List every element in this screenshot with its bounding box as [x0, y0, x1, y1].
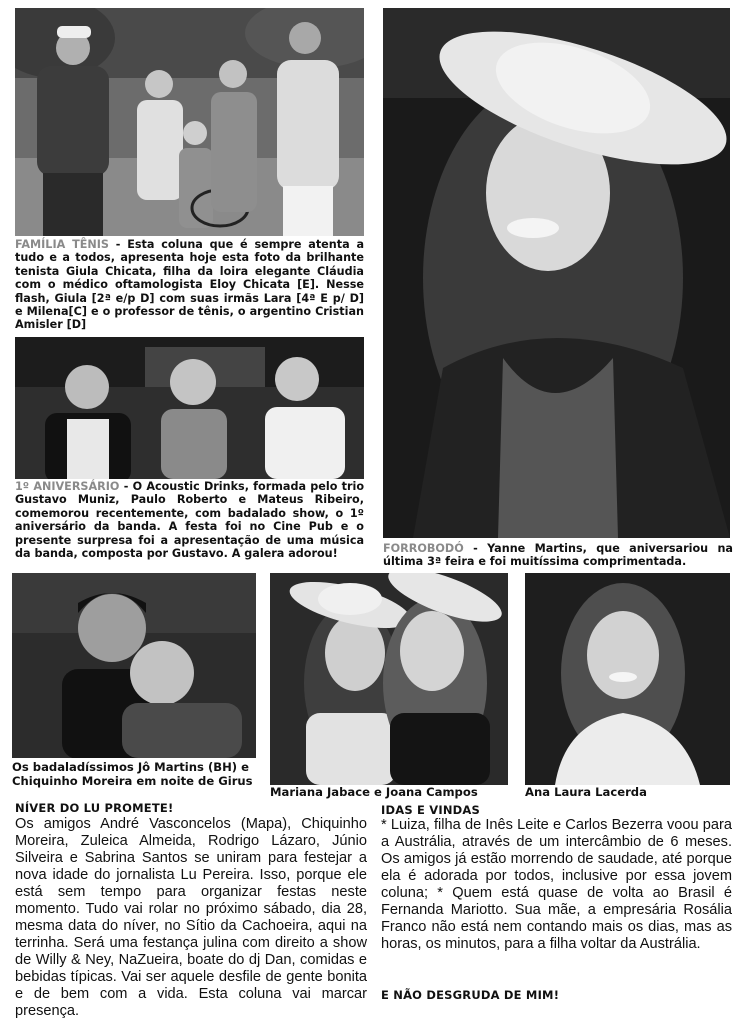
photo-mariana-joana [270, 573, 508, 785]
niver-body: Os amigos André Vasconcelos (Mapa), Chiquinho Moreira, Zuleica Almeida, Rodrigo Lázaro, Júnio Silveira e Sabrina Santos se uniram para festejar a nova idade do jornalista Lu Pereira. Isso, porque ele está sem tempo para organizar festas neste momento. Tudo vai rolar no próximo sábado, dia 28, mesma data do níver, no Sítio da Cachoeira, aqui na terrinha. Será uma festança julina com direito a show de Willy & Ney, NaZueira, boate do dj Dan, comidas e bebidas típicas. Vai ser aquele desfile de gente bonita e de bem com a vida. Esta coluna vai marcar presença. [15, 816, 367, 1019]
tennis-photo-image [15, 8, 364, 236]
caption-band [15, 480, 364, 560]
caption-band-text: - O Acoustic Drinks, formada pelo trio Gustavo Muniz, Paulo Roberto e Mateus Ribeiro, comemorou recentemente, com badalado show, o 1º aniversário da banda. A festa foi no Cine Pub e o presente surpresa foi a apresentação de uma música da banda, composta por Gustavo. A galera adorou! [15, 480, 365, 561]
yanne-photo-image [383, 8, 730, 538]
caption-mariana: Mariana Jabace e Joana Campos [270, 785, 478, 799]
band-photo-image [15, 337, 364, 479]
photo-yanne [383, 8, 730, 538]
idas-heading: IDAS E VINDAS [381, 803, 481, 817]
caption-tennis-text: - Esta coluna que é sempre atenta a tudo e a todos, apresenta hoje esta foto da brilhante tenista Giula Chicata, filha da loira elegante Cláudia com o médico oftamologista Eloy Chicata [E]. Nesse flash, Giula [2ª e/p D] com suas irmãs Lara [4ª E p/ D] e Milena[C] e o professor de tênis, o argentino Cristian Amisler [D] [15, 238, 364, 332]
photo-tennis-family [15, 8, 364, 236]
caption-ana: Ana Laura Lacerda [525, 785, 647, 799]
jo-photo-image [12, 573, 256, 758]
caption-jo: Os badaladíssimos Jô Martins (BH) e Chiquinho Moreira em noite de Girus [12, 760, 253, 788]
ana-photo-image [525, 573, 730, 785]
photo-jo-martins [12, 573, 256, 758]
nao-desgruda-heading: E NÃO DESGRUDA DE MIM! [381, 988, 560, 1002]
caption-tennis [15, 238, 364, 332]
mariana-photo-image [270, 573, 508, 785]
caption-forrobodo-text: - Yanne Martins, que aniversariou na última 3ª feira e foi muitíssima comprimentada. [383, 542, 733, 569]
photo-band [15, 337, 364, 479]
caption-forrobodo-kicker: FORROBODÓ [383, 542, 464, 555]
caption-forrobodo [383, 542, 733, 569]
caption-band-kicker: 1º ANIVERSÁRIO [15, 480, 120, 493]
caption-tennis-kicker: FAMÍLIA TÊNIS [15, 238, 109, 251]
idas-body: * Luiza, filha de Inês Leite e Carlos Bezerra voou para a Austrália, através de um intercâmbio de 6 meses. Os amigos já estão morrendo de saudade, até porque ela é adorada por todos, inclusive por essa jovem coluna; * Quem está quase de volta ao Brasil é Fernanda Mariotto. Sua mãe, a empresária Rosália Franco não está nem contando mais os dias, mas as horas, os minutos, para a filha voltar da Austrália. [381, 817, 732, 952]
photo-ana-laura [525, 573, 730, 785]
niver-heading: NÍVER DO LU PROMETE! [15, 801, 174, 815]
